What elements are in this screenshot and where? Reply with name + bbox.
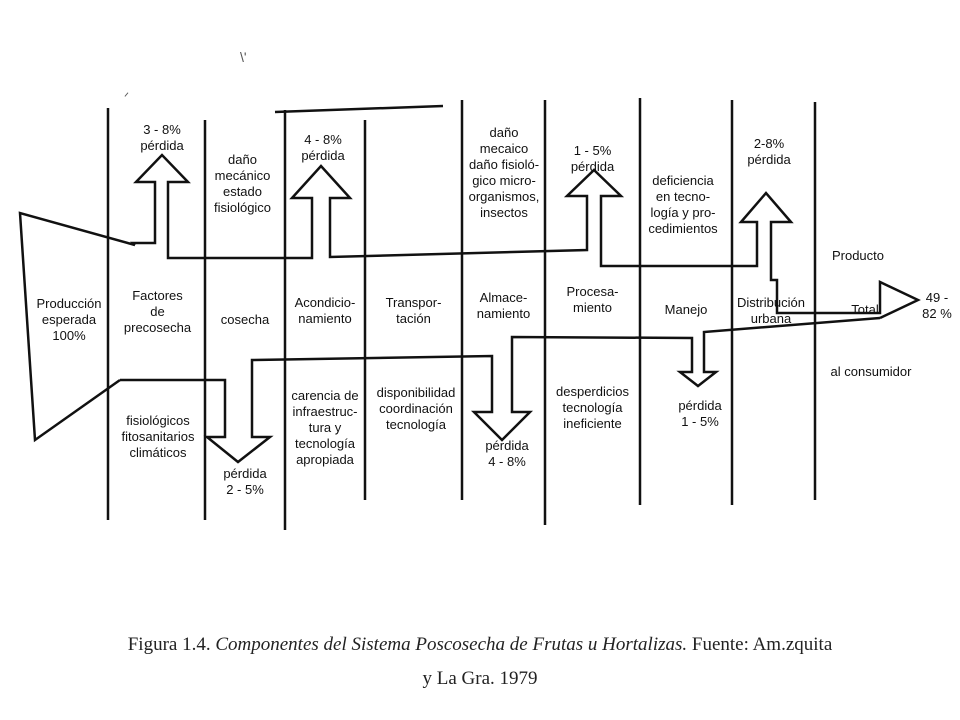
caption-title: Componentes del Sistema Poscosecha de Frutas u Hortalizas.	[215, 634, 688, 655]
loss-procesamiento: 1 - 5% pérdida	[570, 143, 615, 174]
cause-precosecha: fisiológicos fitosanitarios climáticos	[121, 413, 195, 460]
cause-transportacion: disponibilidad coordinación tecnología	[376, 385, 456, 432]
stage-cosecha: cosecha	[220, 312, 270, 327]
output-product-label: Producto	[831, 248, 885, 263]
stage-transportacion: Transpor- tación	[385, 295, 442, 326]
loss-precosecha: 3 - 8% pérdida	[140, 122, 184, 153]
stage-procesamiento: Procesa- miento	[566, 284, 619, 315]
stage-manejo: Manejo	[664, 302, 708, 317]
loss-almacenamiento: pérdida 4 - 8%	[485, 438, 529, 469]
caption-source: Fuente: Am.zquita	[687, 634, 833, 655]
loss-distribucion: 2-8% pérdida	[747, 136, 791, 167]
stage-distribucion: Distribución urbana	[737, 295, 805, 326]
loss-acondicionamiento: 4 - 8% pérdida	[301, 132, 345, 163]
stage-produccion: Producción esperada 100%	[36, 296, 102, 343]
caption-prefix: Figura 1.4.	[127, 634, 216, 655]
stage-precosecha: Factores de precosecha	[123, 288, 192, 335]
cause-cosecha: daño mecánico estado fisiológico	[213, 152, 272, 215]
figure-caption	[0, 634, 960, 656]
output-total-label: Total	[851, 302, 879, 317]
cause-procesamiento: desperdicios tecnología ineficiente	[556, 384, 629, 431]
loss-manejo: pérdida 1 - 5%	[678, 398, 722, 429]
top-rule	[275, 106, 443, 112]
stage-acondicionamiento: Acondicio- namiento	[294, 295, 356, 326]
cause-almacenamiento: daño mecaico daño fisioló- gico micro- organismos, insectos	[468, 125, 540, 220]
output-consumer-label: al consumidor	[830, 364, 912, 379]
cause-acondicionamiento: carencia de infraestruc- tura y tecnología apropiada	[291, 388, 359, 467]
figure-caption-line2: y La Gra. 1979	[422, 668, 538, 689]
scan-mark: \'	[240, 49, 247, 65]
scan-mark: ᐟ	[124, 90, 130, 104]
loss-cosecha: pérdida 2 - 5%	[223, 466, 267, 497]
cause-manejo: deficiencia en tecno- logía y pro- cedimientos	[648, 173, 718, 236]
stage-almacenamiento: Almace- namiento	[476, 290, 531, 321]
output-value: 49 - 82 %	[922, 290, 952, 321]
